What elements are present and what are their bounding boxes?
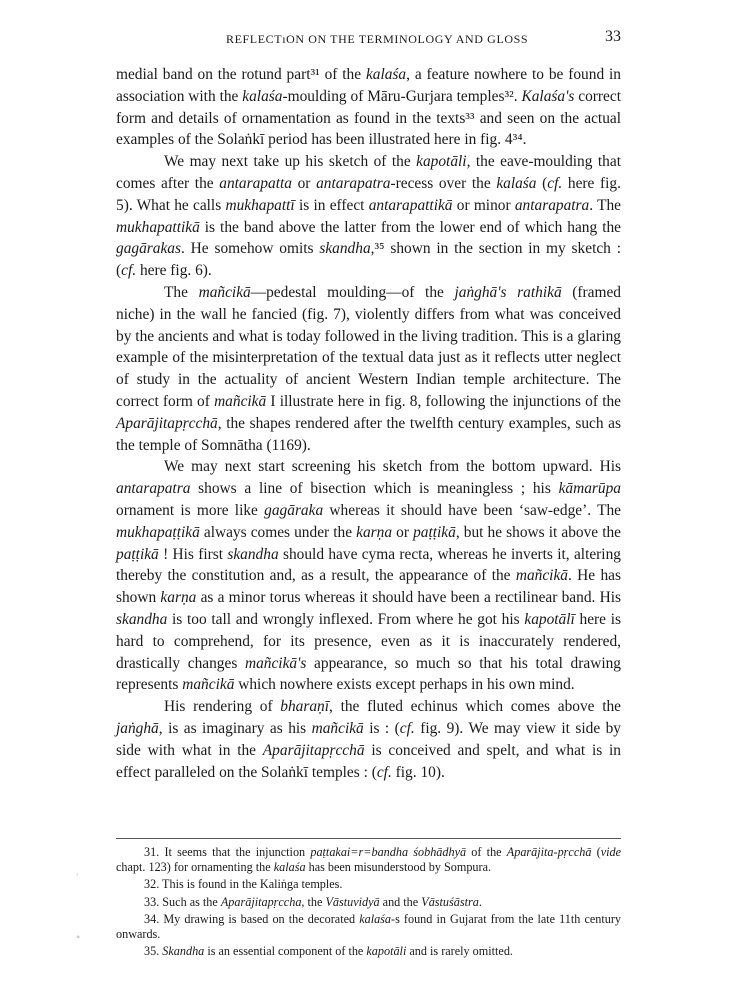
- paragraph: The mañcikā—pedestal moulding—of the jaṅghā's rathikā (framed niche) in the wall he fancied (fig. 7), violently differs from what was conceived by the ancients and what is today followed in the living tradition. This is a glaring example of the misinterpretation of the textual data just as it reflects utter neglect of study in the actuality of ancient Western Indian temple architecture. The correct form of mañcikā I illustrate here in fig. 8, following the injunctions of the Aparājitapṛcchā, the shapes rendered after the twelfth century examples, such as the temple of Somnātha (1169).: [116, 283, 622, 454]
- footnote: 31. It seems that the injunction paṭtakai=r=bandha śobhādhyā of the Aparājita-pṛcchā (vide chapt. 123) for ornamenting the kalaśa has been misunderstood by Sompura.: [116, 845, 622, 875]
- footnotes: [116, 845, 621, 961]
- paragraph: We may next take up his sketch of the kapotāli, the eave-moulding that comes after the antarapatta or antarapatra-recess over the kalaśa (cf. here fig. 5). What he calls mukhapattī is in effect antarapattikā or minor antarapatra. The mukhapattikā is the band above the latter from the lower end of which hang the gagārakas. He somehow omits skandha,³⁵ shown in the section in my sketch : (cf. here fig. 6).: [116, 153, 621, 280]
- paragraph: medial band on the rotund part³¹ of the kalaśa, a feature nowhere to be found in association with the kalaśa-moulding of Māru-Gurjara temples³². Kalaśa's correct form and details of ornamentation as found in the texts³³ and seen on the actual examples of the Solaṅkī period has been illustrated here in fig. 4³⁴.: [116, 66, 621, 149]
- paragraph: His rendering of bharaṇī, the fluted echinus which comes above the jaṅghā, is as imaginary as his mañcikā is : (cf. fig. 9). We may view it side by side with what in the Aparājitapṛcchā is conceived and spelt, and what is in effect paralleled on the Solaṅkī temples : (cf. fig. 10).: [116, 698, 621, 781]
- paragraph: We may next start screening his sketch from the bottom upward. His antarapatra shows a line of bisection which is meaningless ; his kāmarūpa ornament is more like gagāraka whereas it should have been ‘saw-edge’. The mukhapaṭṭikā always comes under the karṇa or paṭṭikā, but he shows it above the paṭṭikā ! His first skandha should have cyma recta, whereas he inverts it, altering thereby the constitution and, as a result, the appearance of the mañcikā. He has shown karṇa as a minor torus whereas it should have been a rectilinear band. His skandha is too tall and wrongly inflexed. From where he got his kapotālī here is hard to comprehend, for its presence, even as it is inaccurately rendered, drastically changes mañcikā's appearance, so much so that his total drawing represents mañcikā which nowhere exists except perhaps in his own mind.: [116, 458, 621, 694]
- page-header: [116, 28, 621, 50]
- footnote: 34. My drawing is based on the decorated kalaśa-s found in Gujarat from the late 11th century onwards.: [116, 911, 621, 942]
- footnote: 32. This is found in the Kaliṅga temples.: [144, 877, 343, 892]
- footnote-divider: [116, 838, 621, 839]
- footnote: 35. Skandha is an essential component of the kapotāli and is rarely omitted.: [144, 944, 513, 959]
- footnote: 33. Such as the Aparājitapṛccha, the Vāstuvidyā and the Vāstuśāstra.: [144, 894, 482, 909]
- margin-scan-mark: ′: [76, 870, 79, 884]
- body-text: [116, 64, 621, 783]
- page-number: 33: [605, 28, 621, 45]
- running-head: REFLECTıON ON THE TERMINOLOGY AND GLOSS: [226, 32, 529, 46]
- margin-scan-mark: •: [76, 930, 81, 944]
